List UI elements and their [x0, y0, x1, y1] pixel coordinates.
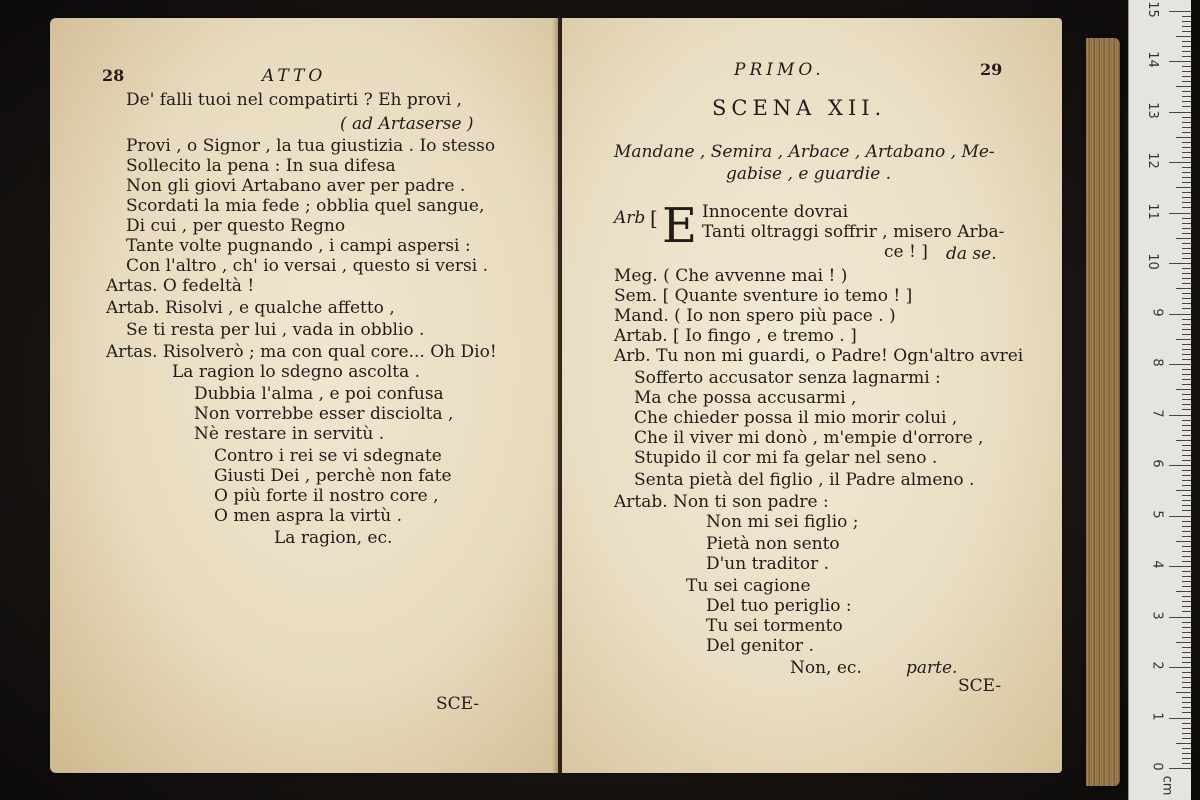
ruler-tick: [1182, 303, 1191, 304]
ruler-tick: [1182, 763, 1191, 764]
ruler-number: 13: [1145, 101, 1161, 119]
page-number-left: 28: [102, 66, 125, 85]
ruler-tick: [1169, 263, 1191, 264]
ruler-tick: [1169, 213, 1191, 214]
ruler-tick: [1169, 61, 1191, 62]
characters-line: gabise , e guardie .: [726, 164, 892, 184]
ruler-tick: [1169, 768, 1191, 769]
ruler-tick: [1176, 137, 1191, 138]
aria-line: Tu sei cagione: [686, 576, 811, 596]
ruler-tick: [1182, 207, 1191, 208]
page-edges: [1086, 38, 1120, 786]
ruler-tick: [1182, 697, 1191, 698]
ruler-tick: [1182, 177, 1191, 178]
ruler-tick: [1182, 738, 1191, 739]
ruler-tick: [1182, 394, 1191, 395]
ruler-tick: [1169, 112, 1191, 113]
right-page: [562, 18, 1062, 773]
ruler-tick: [1182, 71, 1191, 72]
scene-title: SCENA XII.: [712, 96, 887, 120]
stage-direction: parte.: [906, 658, 958, 678]
text-line: Tanti oltraggi soffrir , misero Arba-: [702, 222, 1005, 242]
ruler-tick: [1182, 576, 1191, 577]
aside-bracket: [: [650, 206, 658, 230]
ruler-number: 6: [1149, 459, 1165, 468]
ruler-tick: [1176, 642, 1191, 643]
open-book: [40, 18, 1085, 773]
text-line: Tante volte pugnando , i campi aspersi :: [126, 236, 471, 256]
ruler-tick: [1176, 389, 1191, 390]
ruler-tick: [1182, 733, 1191, 734]
ruler-tick: [1182, 16, 1191, 17]
ruler-tick: [1182, 344, 1191, 345]
speaker-line: Artas. O fedeltà !: [106, 276, 255, 296]
ruler-tick: [1169, 364, 1191, 365]
speaker-line: Artab. [ Io fingo , e tremo . ]: [614, 326, 857, 346]
speaker-line: Arb. Tu non mi guardi, o Padre! Ogn'altro avrei: [614, 346, 1024, 366]
ruler-tick: [1182, 581, 1191, 582]
ruler-tick: [1182, 606, 1191, 607]
ruler-tick: [1182, 652, 1191, 653]
ruler-tick: [1182, 258, 1191, 259]
ruler-tick: [1182, 399, 1191, 400]
ruler-tick: [1182, 505, 1191, 506]
ruler-tick: [1182, 268, 1191, 269]
ruler-number: 15: [1145, 0, 1161, 18]
text-line: Che chieder possa il mio morir colui ,: [634, 408, 958, 428]
ruler-tick: [1182, 182, 1191, 183]
ruler-tick: [1169, 415, 1191, 416]
ruler-tick: [1182, 31, 1191, 32]
ruler-tick: [1182, 329, 1191, 330]
catchword-left: SCE-: [436, 694, 480, 714]
text-line: Con l'altro , ch' io versai , questo si versi .: [126, 256, 489, 276]
aria-line: Del genitor .: [706, 636, 814, 656]
ruler-tick: [1182, 702, 1191, 703]
ruler-tick: [1182, 435, 1191, 436]
ruler-tick: [1182, 561, 1191, 562]
text-line: Provi , o Signor , la tua giustizia . Io stesso: [126, 136, 496, 156]
ruler-tick: [1182, 521, 1191, 522]
ruler-tick: [1176, 591, 1191, 592]
ruler-tick: [1182, 243, 1191, 244]
speaker-line: Artab. Non ti son padre :: [614, 492, 829, 512]
drop-cap: E: [662, 198, 698, 254]
speaker-line: Artas. Risolverò ; ma con qual core... Oh Dio!: [106, 342, 497, 362]
ruler-tick: [1182, 460, 1191, 461]
aria-line: Non vorrebbe esser disciolta ,: [194, 404, 454, 424]
ruler-tick: [1182, 147, 1191, 148]
ruler-tick: [1176, 743, 1191, 744]
ruler-tick: [1182, 56, 1191, 57]
ruler-number: 12: [1145, 152, 1161, 169]
ruler-tick: [1182, 374, 1191, 375]
ruler-tick: [1182, 369, 1191, 370]
catchword-right: SCE-: [958, 676, 1002, 696]
text-line: Non gli giovi Artabano aver per padre .: [126, 176, 466, 196]
aria-line: O più forte il nostro core ,: [214, 486, 439, 506]
ruler-tick: [1182, 354, 1191, 355]
ruler-tick: [1182, 475, 1191, 476]
text-line: Sollecito la pena : In sua difesa: [126, 156, 396, 176]
ruler-tick: [1182, 622, 1191, 623]
ruler-tick: [1176, 541, 1191, 542]
text-line: Scordati la mia fede ; obblia quel sangue,: [126, 196, 485, 216]
aria-line: O men aspra la virtù .: [214, 506, 403, 526]
ruler-tick: [1169, 11, 1191, 12]
ruler-tick: [1182, 404, 1191, 405]
ruler-tick: [1182, 682, 1191, 683]
ruler-number: 0: [1149, 762, 1165, 771]
ruler-tick: [1182, 445, 1191, 446]
ruler-tick: [1176, 490, 1191, 491]
ruler-tick: [1182, 526, 1191, 527]
ruler-tick: [1182, 430, 1191, 431]
ruler-number: 7: [1149, 408, 1165, 418]
ruler-tick: [1182, 46, 1191, 47]
ruler-tick: [1182, 420, 1191, 421]
text-line: Sofferto accusator senza lagnarmi :: [634, 368, 941, 388]
ruler-tick: [1182, 425, 1191, 426]
ruler-number: 1: [1149, 711, 1165, 721]
text-line: Di cui , per questo Regno: [126, 216, 346, 236]
ruler-tick: [1182, 379, 1191, 380]
ruler-tick: [1182, 293, 1191, 294]
ruler-number: 14: [1145, 51, 1161, 68]
ruler-unit: cm: [1159, 775, 1175, 796]
ruler-tick: [1182, 41, 1191, 42]
running-head-right: PRIMO.: [734, 60, 825, 80]
ruler-tick: [1182, 96, 1191, 97]
ruler-tick: [1182, 324, 1191, 325]
da-capo-line: La ragion, ec.: [274, 528, 393, 548]
speaker-line: Mand. ( Io non spero più pace . ): [614, 306, 896, 326]
ruler-tick: [1182, 248, 1191, 249]
text-line: De' falli tuoi nel compatirti ? Eh provi ,: [126, 90, 462, 110]
ruler-tick: [1182, 273, 1191, 274]
page-number-right: 29: [980, 60, 1003, 79]
ruler-tick: [1182, 480, 1191, 481]
ruler-tick: [1182, 556, 1191, 557]
aria-line: Contro i rei se vi sdegnate: [214, 446, 442, 466]
ruler-tick: [1182, 611, 1191, 612]
text-line: Senta pietà del figlio , il Padre almeno .: [634, 470, 975, 490]
ruler-tick: [1182, 637, 1191, 638]
ruler-tick: [1182, 26, 1191, 27]
aria-line: Non mi sei figlio ;: [706, 512, 859, 532]
ruler-tick: [1182, 748, 1191, 749]
ruler-tick: [1182, 122, 1191, 123]
ruler-tick: [1182, 485, 1191, 486]
text-line: Se ti resta per lui , vada in obblio .: [126, 320, 425, 340]
ruler-tick: [1182, 101, 1191, 102]
text-line: ce ! ]: [884, 242, 928, 262]
ruler-tick: [1182, 596, 1191, 597]
ruler-number: 3: [1149, 610, 1165, 620]
ruler-tick: [1182, 308, 1191, 309]
ruler-number: 5: [1149, 509, 1165, 519]
ruler-tick: [1182, 349, 1191, 350]
ruler-tick: [1182, 409, 1191, 410]
aria-line: Del tuo periglio :: [706, 596, 852, 616]
ruler-tick: [1176, 288, 1191, 289]
ruler-number: 11: [1145, 202, 1161, 220]
ruler-tick: [1182, 551, 1191, 552]
ruler-tick: [1182, 627, 1191, 628]
ruler-tick: [1182, 677, 1191, 678]
ruler-tick: [1182, 334, 1191, 335]
text-line: Che il viver mi donò , m'empie d'orrore ,: [634, 428, 984, 448]
ruler-tick: [1182, 657, 1191, 658]
ruler-tick: [1182, 319, 1191, 320]
ruler-tick: [1169, 617, 1191, 618]
ruler-tick: [1182, 228, 1191, 229]
ruler-tick: [1182, 117, 1191, 118]
ruler-tick: [1182, 91, 1191, 92]
ruler-tick: [1182, 495, 1191, 496]
ruler-tick: [1182, 662, 1191, 663]
ruler-tick: [1182, 601, 1191, 602]
stage-direction: ( ad Artaserse ): [340, 114, 474, 134]
ruler-tick: [1182, 758, 1191, 759]
text-line: Innocente dovrai: [702, 202, 849, 222]
ruler-tick: [1176, 339, 1191, 340]
ruler-number: 9: [1149, 307, 1165, 317]
aria-line: Dubbia l'alma , e poi confusa: [194, 384, 444, 404]
ruler-tick: [1169, 465, 1191, 466]
characters-line: Mandane , Semira , Arbace , Artabano , Me-: [614, 142, 995, 162]
ruler-tick: [1182, 753, 1191, 754]
aria-line: D'un traditor .: [706, 554, 830, 574]
ruler-tick: [1182, 21, 1191, 22]
ruler-tick: [1182, 172, 1191, 173]
ruler-tick: [1182, 546, 1191, 547]
ruler-tick: [1182, 571, 1191, 572]
speaker-line: Meg. ( Che avvenne mai ! ): [614, 266, 848, 286]
ruler-tick: [1176, 36, 1191, 37]
ruler-tick: [1182, 76, 1191, 77]
aria-line: Nè restare in servitù .: [194, 424, 385, 444]
ruler-tick: [1182, 157, 1191, 158]
ruler-tick: [1182, 510, 1191, 511]
ruler-tick: [1176, 692, 1191, 693]
ruler-tick: [1169, 667, 1191, 668]
ruler-number: 8: [1149, 358, 1165, 367]
ruler-tick: [1182, 127, 1191, 128]
ruler-tick: [1182, 359, 1191, 360]
ruler-tick: [1182, 384, 1191, 385]
ruler-tick: [1182, 728, 1191, 729]
ruler-tick: [1182, 586, 1191, 587]
ruler-tick: [1182, 197, 1191, 198]
ruler-tick: [1182, 723, 1191, 724]
text-line: Ma che possa accusarmi ,: [634, 388, 857, 408]
speaker-line: Sem. [ Quante sventure io temo ! ]: [614, 286, 913, 306]
speaker-line: Artab. Risolvi , e qualche affetto ,: [106, 298, 395, 318]
aria-line: Giusti Dei , perchè non fate: [214, 466, 452, 486]
ruler-tick: [1182, 218, 1191, 219]
ruler-tick: [1182, 536, 1191, 537]
ruler-tick: [1182, 278, 1191, 279]
ruler-tick: [1182, 450, 1191, 451]
ruler-tick: [1182, 531, 1191, 532]
ruler-tick: [1169, 314, 1191, 315]
ruler-tick: [1182, 223, 1191, 224]
aria-line: Tu sei tormento: [706, 616, 843, 636]
ruler-tick: [1182, 712, 1191, 713]
ruler-tick: [1176, 86, 1191, 87]
aria-line: La ragion lo sdegno ascolta .: [172, 362, 421, 382]
ruler-tick: [1182, 687, 1191, 688]
ruler-number: 2: [1149, 661, 1165, 670]
ruler-tick: [1182, 500, 1191, 501]
ruler-tick: [1182, 298, 1191, 299]
speaker-label: Arb: [614, 208, 646, 228]
aria-line: Pietà non sento: [706, 534, 840, 554]
ruler-tick: [1182, 672, 1191, 673]
ruler-tick: [1182, 142, 1191, 143]
stage-direction: da se.: [946, 244, 997, 264]
ruler-tick: [1176, 187, 1191, 188]
ruler-tick: [1182, 132, 1191, 133]
ruler-tick: [1182, 455, 1191, 456]
ruler-tick: [1182, 283, 1191, 284]
ruler-tick: [1176, 440, 1191, 441]
ruler-tick: [1182, 167, 1191, 168]
ruler-tick: [1169, 718, 1191, 719]
ruler-tick: [1182, 202, 1191, 203]
ruler-tick: [1182, 632, 1191, 633]
ruler-tick: [1182, 106, 1191, 107]
ruler-tick: [1182, 233, 1191, 234]
ruler-tick: [1169, 162, 1191, 163]
ruler-tick: [1182, 647, 1191, 648]
left-page: [50, 18, 558, 773]
ruler-tick: [1182, 253, 1191, 254]
ruler-number: 4: [1149, 560, 1165, 569]
da-capo-line: Non, ec.: [790, 658, 862, 678]
ruler-tick: [1176, 238, 1191, 239]
text-line: Stupido il cor mi fa gelar nel seno .: [634, 448, 938, 468]
ruler-tick: [1182, 51, 1191, 52]
ruler-tick: [1182, 192, 1191, 193]
ruler-tick: [1182, 81, 1191, 82]
ruler-tick: [1182, 470, 1191, 471]
ruler-number: 10: [1145, 253, 1161, 270]
ruler-tick: [1169, 566, 1191, 567]
ruler-tick: [1182, 707, 1191, 708]
running-head-left: ATTO: [262, 66, 327, 86]
ruler-tick: [1169, 516, 1191, 517]
ruler-tick: [1182, 152, 1191, 153]
measuring-ruler: [1128, 0, 1191, 800]
ruler-tick: [1182, 66, 1191, 67]
